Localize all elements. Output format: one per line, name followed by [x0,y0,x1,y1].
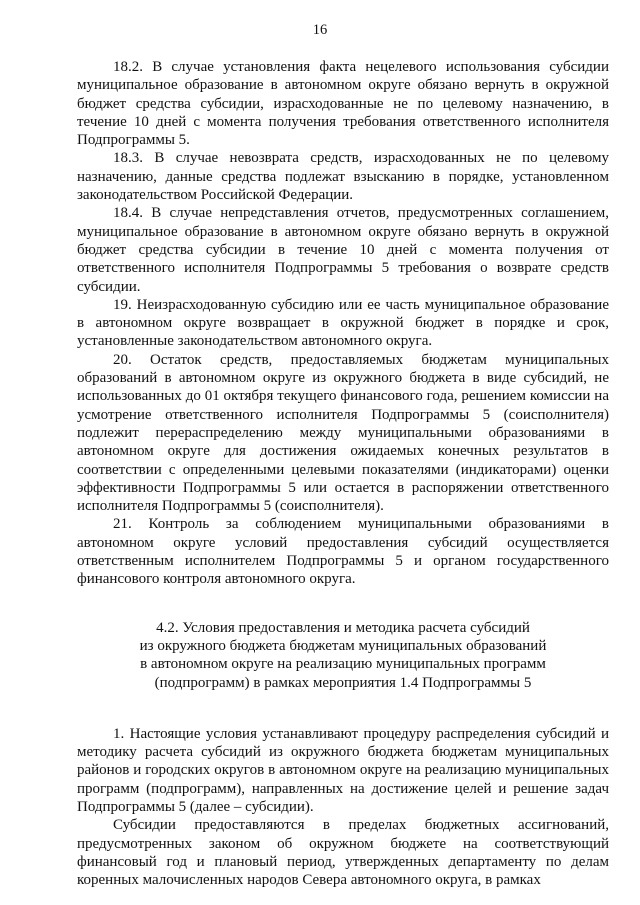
paragraph-20: 20. Остаток средств, предоставляемых бюджетам муниципальных образований в автономном округе из окружного бюджета в виде субсидий, не использованных до 01 октября текущего финансового года, решением комиссии на усмотрение ответственного исполнителя Подпрограммы 5 (соисполнителя) подлежит перераспределению между муниципальными образованиями в автономном округе для достижения ожидаемых конечных результатов в соответствии с определенными целевыми показателями (индикаторами) оценки эффективности Подпрограммы 5 или остается в распоряжении ответственного исполнителя Подпрограммы 5 (соисполнителя). [77,351,609,515]
document-body [77,58,609,889]
section-title-line: (подпрограмм) в рамках мероприятия 1.4 Подпрограммы 5 [154,674,532,691]
paragraph-subsidies: Субсидии предоставляются в пределах бюджетных ассигнований, предусмотренных законом об окружном бюджете на соответствующий финансовый год и плановый период, утвержденных департаменту по делам коренных малочисленных народов Севера автономного округа, в рамках [77,817,609,889]
paragraph-1: 1. Настоящие условия устанавливают процедуру распределения субсидий и методику расчета субсидий из окружного бюджета бюджетам муниципальных районов и городских округов в автономном округе на реализацию муниципальных программ (подпрограмм), направленных на достижение целей и решение задач Подпрограммы 5 (далее – субсидии). [77,725,609,815]
paragraph-18-3: 18.3. В случае невозврата средств, израсходованных не по целевому назначению, данные средства подлежат взысканию в порядке, установленном законодательством Российской Федерации. [77,150,609,204]
page-number: 16 [312,22,328,38]
section-title [77,619,609,692]
section-title-line: в автономном округе на реализацию муниципальных программ [140,656,546,673]
section-title-line: из окружного бюджета бюджетам муниципальных образований [139,637,547,654]
paragraph-19: 19. Неизрасходованную субсидию или ее часть муниципальное образование в автономном округе возвращает в окружной бюджет в порядке и срок, установленные законодательством автономного округа. [77,296,609,350]
paragraph-18-2: 18.2. В случае установления факта нецелевого использования субсидии муниципальное образование в автономном округе обязано вернуть в окружной бюджет средства субсидии, израсходованные не по целевому назначению, в течение 10 дней с момента получения требования ответственного исполнителя Подпрограммы 5. [77,59,609,149]
section-title-line: 4.2. Условия предоставления и методика расчета субсидий [156,619,530,636]
paragraph-18-4: 18.4. В случае непредставления отчетов, предусмотренных соглашением, муниципальное образование в автономном округе обязано вернуть в окружной бюджет средства субсидии в течение 10 дней с момента получения от ответственного исполнителя Подпрограммы 5 требования о возврате средств субсидии. [77,205,609,295]
paragraph-21: 21. Контроль за соблюдением муниципальными образованиями в автономном округе условий предоставления субсидий осуществляется ответственным исполнителем Подпрограммы 5 и органом государственного финансового контроля автономного округа. [77,516,609,588]
